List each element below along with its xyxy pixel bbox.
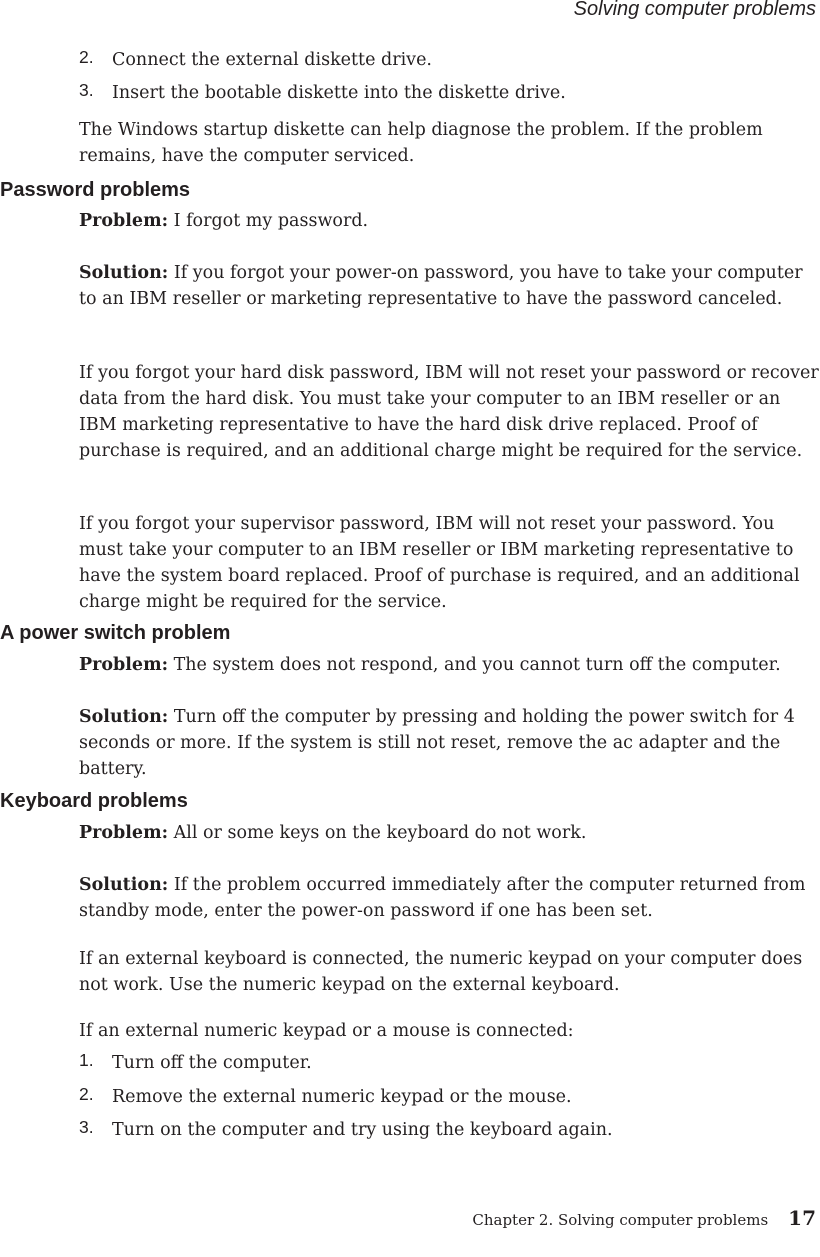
page-number: 17 bbox=[788, 1206, 816, 1230]
keyboard-paragraph-keypad: If an external numeric keypad or a mouse is connected: bbox=[79, 1021, 574, 1041]
page-footer bbox=[472, 1206, 816, 1230]
step-number: 3. bbox=[79, 80, 94, 100]
problem-label: Problem: bbox=[79, 823, 169, 843]
step-text: Turn on the computer and try using the keyboard again. bbox=[112, 1120, 613, 1140]
problem-text: All or some keys on the keyboard do not work. bbox=[168, 823, 587, 843]
password-solution bbox=[79, 260, 820, 312]
step-number: 1. bbox=[79, 1050, 94, 1070]
password-problem bbox=[79, 208, 820, 234]
step-text: Connect the external diskette drive. bbox=[112, 50, 432, 70]
keyboard-paragraph-external: If an external keyboard is connected, the numeric keypad on your computer does not work. Use the numeric keypad on the external keyboard. bbox=[79, 949, 803, 995]
solution-label: Solution: bbox=[79, 263, 169, 283]
problem-text: I forgot my password. bbox=[168, 211, 369, 231]
solution-label: Solution: bbox=[79, 875, 169, 895]
step-text: Turn off the computer. bbox=[112, 1053, 312, 1073]
problem-label: Problem: bbox=[79, 655, 169, 675]
problem-label: Problem: bbox=[79, 211, 169, 231]
step-number: 2. bbox=[79, 47, 94, 67]
intro-paragraph: The Windows startup diskette can help diagnose the problem. If the problem remains, have the computer serviced. bbox=[79, 120, 763, 166]
password-paragraph-supervisor: If you forgot your supervisor password, IBM will not reset your password. You must take your computer to an IBM reseller or IBM marketing representative to have the system board replaced. Proof of purchase is required, and an additional charge might be required for the service. bbox=[79, 514, 800, 612]
step-number: 3. bbox=[79, 1117, 94, 1137]
running-header: Solving computer problems bbox=[573, 0, 816, 20]
power-solution bbox=[79, 704, 820, 782]
step-text: Remove the external numeric keypad or the mouse. bbox=[112, 1087, 572, 1107]
section-heading-keyboard: Keyboard problems bbox=[0, 790, 188, 812]
power-problem bbox=[79, 652, 820, 678]
solution-text: Turn off the computer by pressing and holding the power switch for 4 seconds or more. If the system is still not reset, remove the ac adapter and the battery. bbox=[79, 707, 795, 779]
section-heading-password: Password problems bbox=[0, 179, 191, 201]
step-number: 2. bbox=[79, 1084, 94, 1104]
footer-chapter: Chapter 2. Solving computer problems bbox=[472, 1211, 769, 1229]
problem-text: The system does not respond, and you cannot turn off the computer. bbox=[168, 655, 781, 675]
keyboard-problem bbox=[79, 820, 820, 846]
keyboard-solution bbox=[79, 872, 820, 924]
section-heading-power: A power switch problem bbox=[0, 622, 231, 644]
solution-text: If you forgot your power-on password, you have to take your computer to an IBM reseller or marketing representative to have the password canceled. bbox=[79, 263, 803, 309]
password-paragraph-hard-disk: If you forgot your hard disk password, IBM will not reset your password or recover data from the hard disk. You must take your computer to an IBM reseller or an IBM marketing representative to have the hard disk drive replaced. Proof of purchase is required, and an additional charge might be required for the service. bbox=[79, 363, 819, 461]
step-text: Insert the bootable diskette into the diskette drive. bbox=[112, 83, 566, 103]
solution-text: If the problem occurred immediately after the computer returned from standby mode, enter the power-on password if one has been set. bbox=[79, 875, 806, 921]
solution-label: Solution: bbox=[79, 707, 169, 727]
